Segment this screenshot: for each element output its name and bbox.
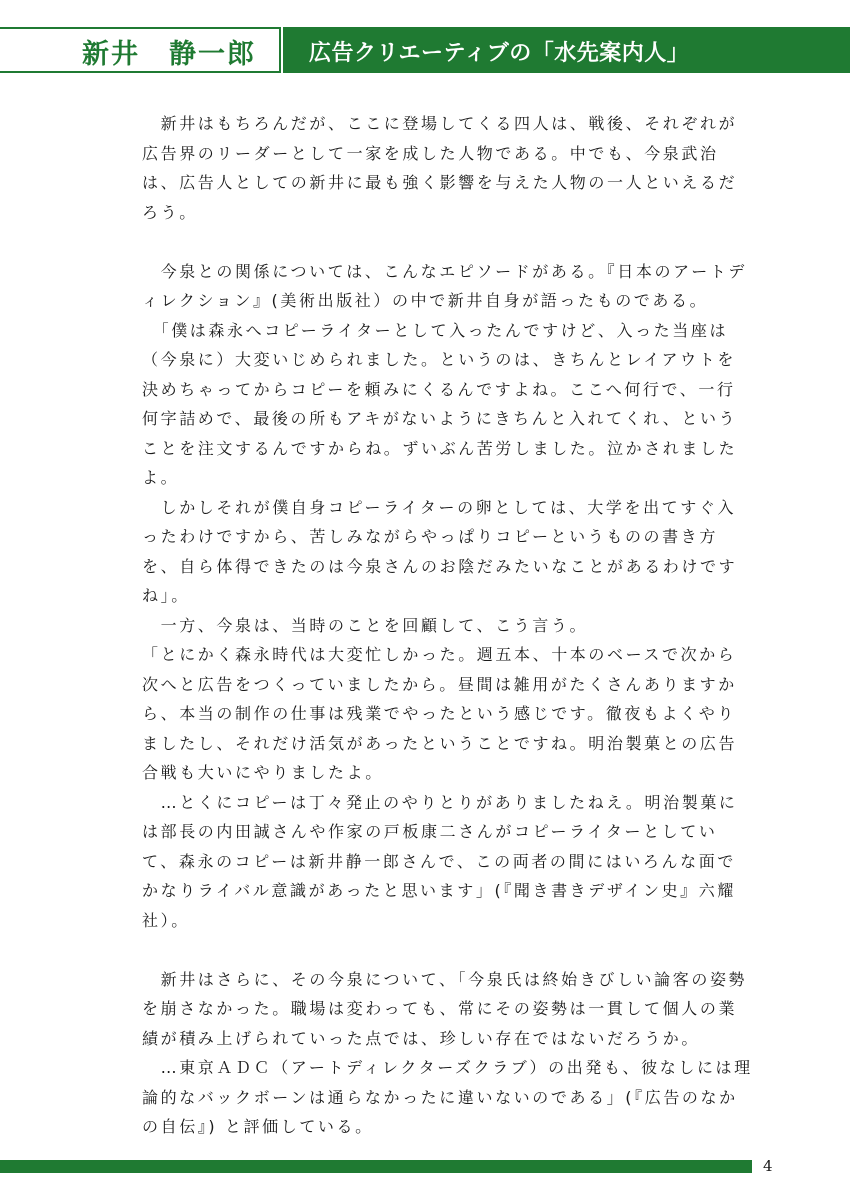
header-subtitle: 広告クリエーティブの「水先案内人」 xyxy=(309,41,690,66)
page-number: 4 xyxy=(763,1157,773,1175)
paragraph-6: 「とにかく森永時代は大変忙しかった。週五本、十本のベースで次から次へと広告をつくっていましたから。昼間は雑用がたくさんありますから、本当の制作の仕事は残業でやったという感じです。徹夜もよくやりましたし、それだけ活気があったということですね。明治製菓との広告合戦も大いにやりましたよ。 xyxy=(142,645,738,782)
paragraph-1: 新井はもちろんだが、ここに登場してくる四人は、戦後、それぞれが広告界のリーダーとして一家を成した人物である。中でも、今泉武治は、広告人としての新井に最も強く影響を与えた人物の一人といえるだろう。 xyxy=(142,114,738,222)
paragraph-8: 新井はさらに、その今泉について、「今泉氏は終始きびしい論客の姿勢を崩さなかった。職場は変わっても、常にその姿勢は一貫して個人の業績が積み上げられていった点では、珍しい存在ではないだろうか。 xyxy=(142,969,748,1048)
header-name-box xyxy=(0,27,281,73)
author-name: 新井 静一郎 xyxy=(82,39,256,70)
header-subtitle-band xyxy=(283,27,850,73)
page-header xyxy=(0,27,850,73)
paragraph-3: 「僕は森永へコピーライターとして入ったんですけど、入った当座は（今泉に）大変いじめられました。というのは、きちんとレイアウトを決めちゃってからコピーを頼みにくるんですよね。ここへ何行で、一行何字詰めで、最後の所もアキがないようにきちんと入れてくれ、ということを注文するんですからね。ずいぶん苦労しました。泣かされましたよ。 xyxy=(142,320,738,487)
paragraph-9: …東京ＡＤＣ（アートディレクターズクラブ）の出発も、彼なしには理論的なバックボーンは通らなかったに違いないのである」(『広告のなかの自伝』) と評価している。 xyxy=(142,1058,753,1136)
article-body xyxy=(142,109,754,1142)
footer-bar xyxy=(0,1160,752,1173)
paragraph-2: 今泉との関係については、こんなエピソードがある。『日本のアートディレクション』(美術出版社）の中で新井自身が語ったものである。 xyxy=(142,261,748,310)
paragraph-7: …とくにコピーは丁々発止のやりとりがありましたねえ。明治製菓には部長の内田誠さんや作家の戸板康二さんがコピーライターとしていて、森永のコピーは新井静一郎さんで、この両者の間にはいろんな面でかなりライバル意識があったと思います」(『聞き書きデザイン史』六耀社）。 xyxy=(142,792,738,930)
paragraph-4: しかしそれが僕自身コピーライターの卵としては、大学を出てすぐ入ったわけですから、苦しみながらやっぱりコピーというものの書き方を、自ら体得できたのは今泉さんのお陰だみたいなことがあるわけですね」。 xyxy=(142,497,738,605)
paragraph-gap xyxy=(142,935,754,965)
paragraph-gap xyxy=(142,227,754,257)
paragraph-5: 一方、今泉は、当時のことを回顧して、こう言う。 xyxy=(142,615,589,635)
